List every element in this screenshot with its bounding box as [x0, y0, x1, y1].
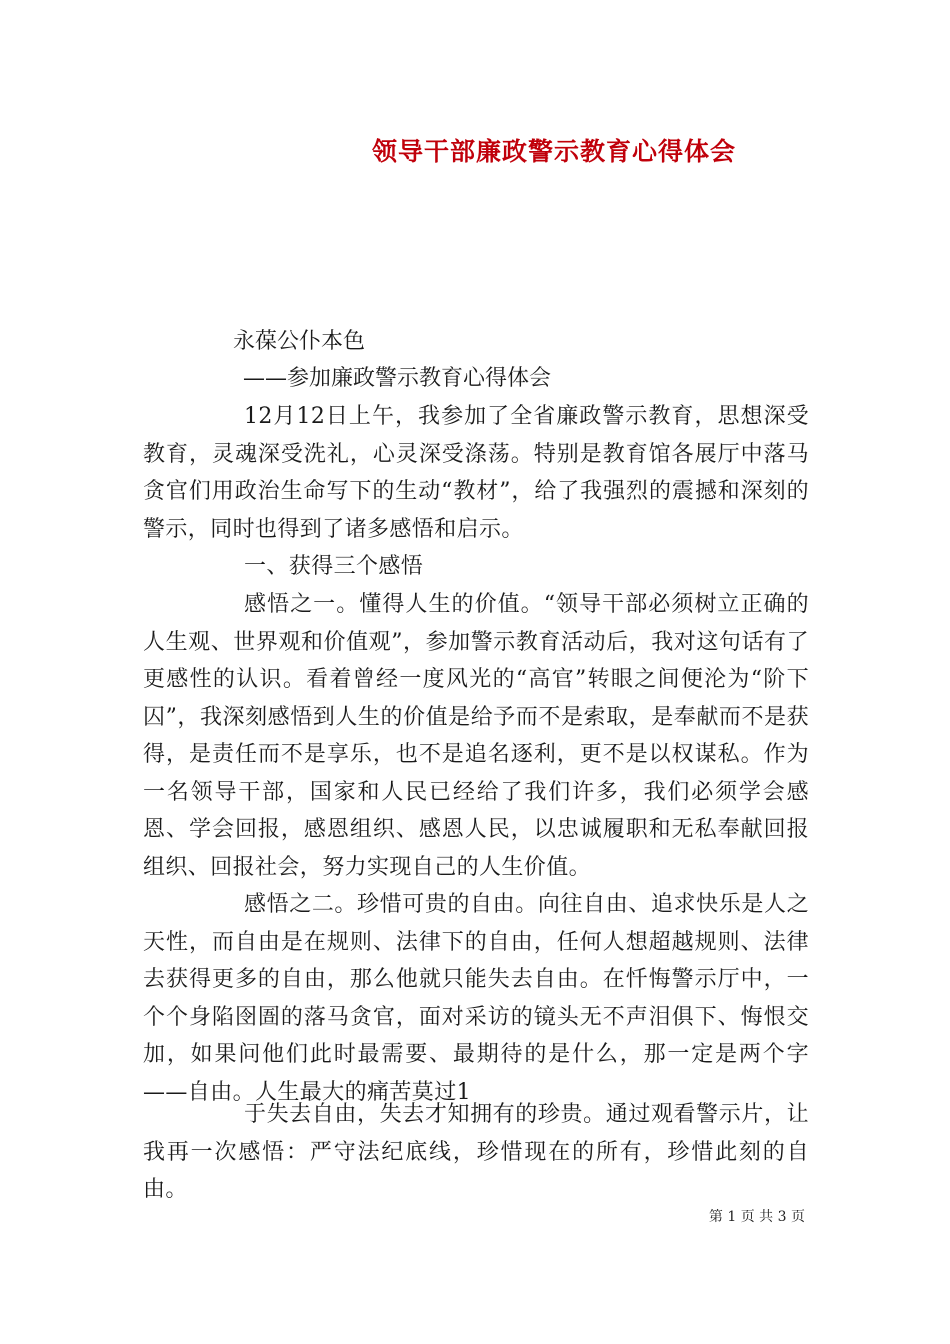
document-title: 领导干部廉政警示教育心得体会: [372, 137, 737, 166]
paragraph-insight-2: 感悟之二。珍惜可贵的自由。向往自由、追求快乐是人之天性，而自由是在规则、法律下的自由，任何人想超越规则、法律去获得更多的自由，那么他就只能失去自由。在忏悔警示厅中，一个个身陷囹圄的落马贪官，面对采访的镜头无不声泪俱下、悔恨交加，如果问他们此时最需要、最期待的是什么，那一定是两个字——自由。人生最大的痛苦莫过1: [143, 892, 809, 1105]
paragraph-intro: 12月12日上午，我参加了全省廉政警示教育，思想深受教育，灵魂深受洗礼，心灵深受涤荡。特别是教育馆各展厅中落马贪官们用政治生命写下的生动“教材”，给了我强烈的震撼和深刻的警示，同时也得到了诸多感悟和启示。: [143, 404, 809, 542]
subtitle-sub: ——参加廉政警示教育心得体会: [243, 366, 552, 391]
paragraph-continuation: 于失去自由，失去才知拥有的珍贵。通过观看警示片，让我再一次感悟：严守法纪底线，珍惜现在的所有，珍惜此刻的自由。: [143, 1102, 809, 1202]
page-footer: 第 1 页 共 3 页: [708, 1209, 805, 1225]
subtitle-main: 永葆公仆本色: [233, 329, 366, 354]
paragraph-insight-1: 感悟之一。懂得人生的价值。“领导干部必须树立正确的人生观、世界观和价值观”，参加警示教育活动后，我对这句话有了更感性的认识。看着曾经一度风光的“高官”转眼之间便沦为“阶下囚”，我深刻感悟到人生的价值是给予而不是索取，是奉献而不是获得，是责任而不是享乐，也不是追名逐利，更不是以权谋私。作为一名领导干部，国家和人民已经给了我们许多，我们必须学会感恩、学会回报，感恩组织、感恩人民，以忠诚履职和无私奉献回报组织、回报社会，努力实现自己的人生价值。: [143, 592, 809, 880]
section-heading-1: 一、获得三个感悟: [244, 554, 424, 579]
